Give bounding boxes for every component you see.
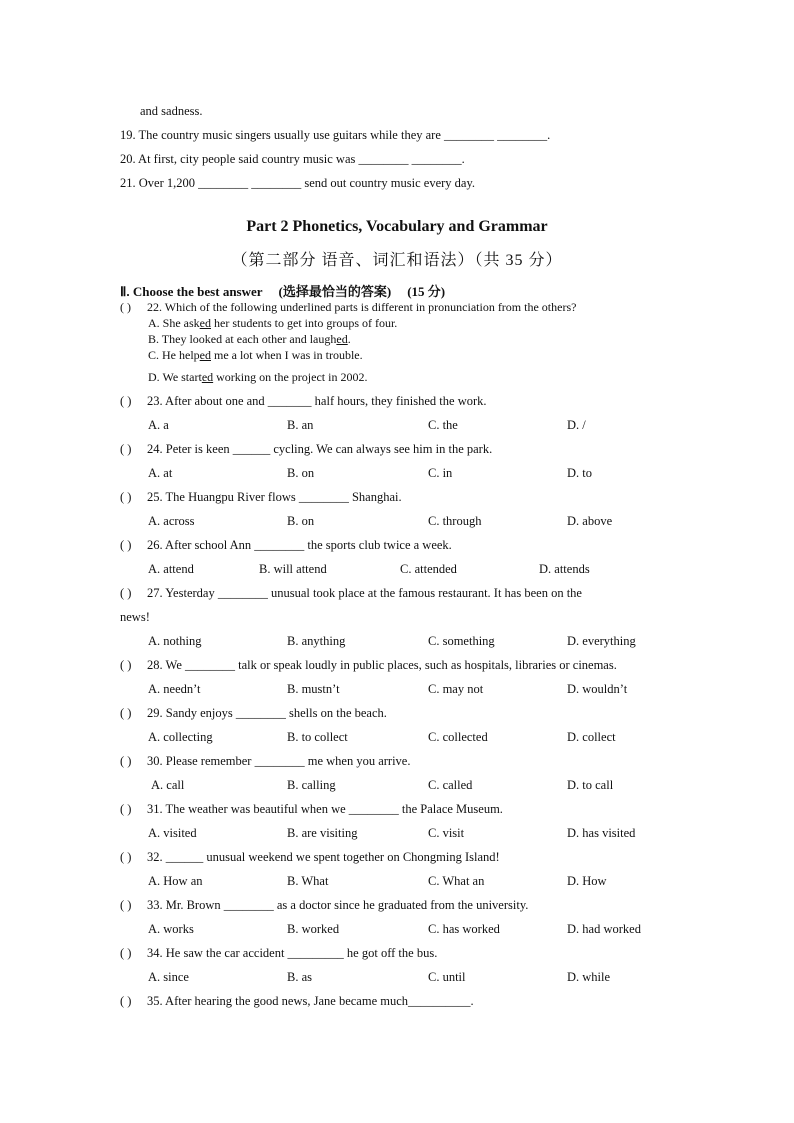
option-a: A. needn’t (148, 682, 201, 696)
section-heading-en: Ⅱ. Choose the best answer (120, 284, 263, 299)
option-d: D. had worked (567, 922, 641, 936)
question-stem: 34. He saw the car accident _________ he got off the bus. (147, 946, 438, 960)
answer-bracket[interactable]: ( ) (120, 850, 132, 864)
option-b: B. What (287, 874, 329, 888)
answer-bracket[interactable]: ( ) (120, 394, 132, 408)
part-subtitle: （第二部分 语音、词汇和语法）（共 35 分） (231, 252, 563, 269)
answer-bracket[interactable]: ( ) (120, 538, 132, 552)
option-c: C. in (428, 466, 453, 480)
option-a: A. attend (148, 562, 194, 576)
answer-bracket[interactable]: ( ) (120, 898, 132, 912)
option-c: C. He helped me a lot when I was in trouble. (148, 348, 363, 362)
question-stem: 28. We ________ talk or speak loudly in public places, such as hospitals, libraries or cinemas. (147, 658, 617, 672)
answer-bracket[interactable]: ( ) (120, 490, 132, 504)
answer-bracket[interactable]: ( ) (120, 658, 132, 672)
question-stem: 23. After about one and _______ half hours, they finished the work. (147, 394, 487, 408)
part-title: Part 2 Phonetics, Vocabulary and Grammar (246, 218, 548, 235)
question-stem: 27. Yesterday ________ unusual took place at the famous restaurant. It has been on the (147, 586, 582, 600)
intro-line: 20. At first, city people said country music was ________ ________. (120, 152, 465, 166)
intro-line: and sadness. (140, 104, 203, 118)
question-stem: 35. After hearing the good news, Jane became much__________. (147, 994, 474, 1008)
question-stem: 33. Mr. Brown ________ as a doctor since he graduated from the university. (147, 898, 529, 912)
question-stem: 30. Please remember ________ me when you arrive. (147, 754, 411, 768)
option-b: B. anything (287, 634, 346, 648)
section-heading-cn: (选择最恰当的答案) (278, 284, 392, 299)
question-stem-continued: news! (120, 610, 150, 624)
option-c: C. has worked (428, 922, 500, 936)
section-points: (15 分) (407, 284, 446, 299)
option-b: B. to collect (287, 730, 348, 744)
option-d: D. above (567, 514, 613, 528)
answer-bracket[interactable]: ( ) (120, 300, 131, 314)
option-b: B. as (287, 970, 312, 984)
option-b: B. calling (287, 778, 336, 792)
option-a: A. at (148, 466, 173, 480)
question-stem: 24. Peter is keen ______ cycling. We can always see him in the park. (147, 442, 493, 456)
option-c: C. may not (428, 682, 484, 696)
option-d: D. to (567, 466, 592, 480)
option-d: D. / (567, 418, 586, 432)
question-stem: 31. The weather was beautiful when we ________ the Palace Museum. (147, 802, 503, 816)
option-d: D. to call (567, 778, 614, 792)
option-d: D. attends (539, 562, 590, 576)
underlined-part: ed (336, 332, 348, 346)
option-a: A. visited (148, 826, 197, 840)
option-b: B. worked (287, 922, 340, 936)
option-d: D. collect (567, 730, 616, 744)
underlined-part: ed (199, 316, 211, 330)
question-stem: 22. Which of the following underlined parts is different in pronunciation from the others? (147, 300, 577, 314)
option-c: C. visit (428, 826, 465, 840)
answer-bracket[interactable]: ( ) (120, 442, 132, 456)
option-b: B. on (287, 514, 315, 528)
answer-bracket[interactable]: ( ) (120, 586, 132, 600)
option-d: D. How (567, 874, 607, 888)
underlined-part: ed (199, 348, 211, 362)
section-heading (120, 281, 445, 300)
option-c: C. through (428, 514, 482, 528)
answer-bracket[interactable]: ( ) (120, 754, 132, 768)
option-b: B. mustn’t (287, 682, 340, 696)
option-c: C. until (428, 970, 466, 984)
question-stem: 32. ______ unusual weekend we spent together on Chongming Island! (147, 850, 500, 864)
option-a: A. How an (148, 874, 203, 888)
option-a: A. a (148, 418, 169, 432)
option-a: A. since (148, 970, 189, 984)
answer-bracket[interactable]: ( ) (120, 946, 132, 960)
option-d: D. We started working on the project in 2002. (148, 370, 368, 384)
option-c: C. something (428, 634, 495, 648)
option-c: C. attended (400, 562, 457, 576)
option-b: B. are visiting (287, 826, 358, 840)
option-d: D. wouldn’t (567, 682, 628, 696)
option-c: C. called (428, 778, 473, 792)
option-a: A. nothing (148, 634, 202, 648)
option-c: C. What an (428, 874, 485, 888)
option-a: A. works (148, 922, 194, 936)
answer-bracket[interactable]: ( ) (120, 994, 132, 1008)
option-a: A. collecting (148, 730, 213, 744)
intro-line: 21. Over 1,200 ________ ________ send out country music every day. (120, 176, 476, 190)
underlined-part: ed (201, 370, 214, 384)
option-d: D. while (567, 970, 611, 984)
option-d: D. everything (567, 634, 636, 648)
intro-line: 19. The country music singers usually use guitars while they are ________ ________. (120, 128, 551, 142)
option-a: A. She asked her students to get into groups of four. (148, 316, 398, 330)
option-c: C. collected (428, 730, 488, 744)
option-b: B. on (287, 466, 315, 480)
option-b: B. will attend (259, 562, 327, 576)
option-a: A. across (148, 514, 195, 528)
option-b: B. They looked at each other and laughed. (148, 332, 351, 346)
answer-bracket[interactable]: ( ) (120, 706, 132, 720)
question-stem: 29. Sandy enjoys ________ shells on the beach. (147, 706, 387, 720)
option-a: A. call (151, 778, 185, 792)
answer-bracket[interactable]: ( ) (120, 802, 132, 816)
question-stem: 26. After school Ann ________ the sports club twice a week. (147, 538, 452, 552)
question-stem: 25. The Huangpu River flows ________ Shanghai. (147, 490, 402, 504)
option-d: D. has visited (567, 826, 636, 840)
option-c: C. the (428, 418, 458, 432)
option-b: B. an (287, 418, 314, 432)
